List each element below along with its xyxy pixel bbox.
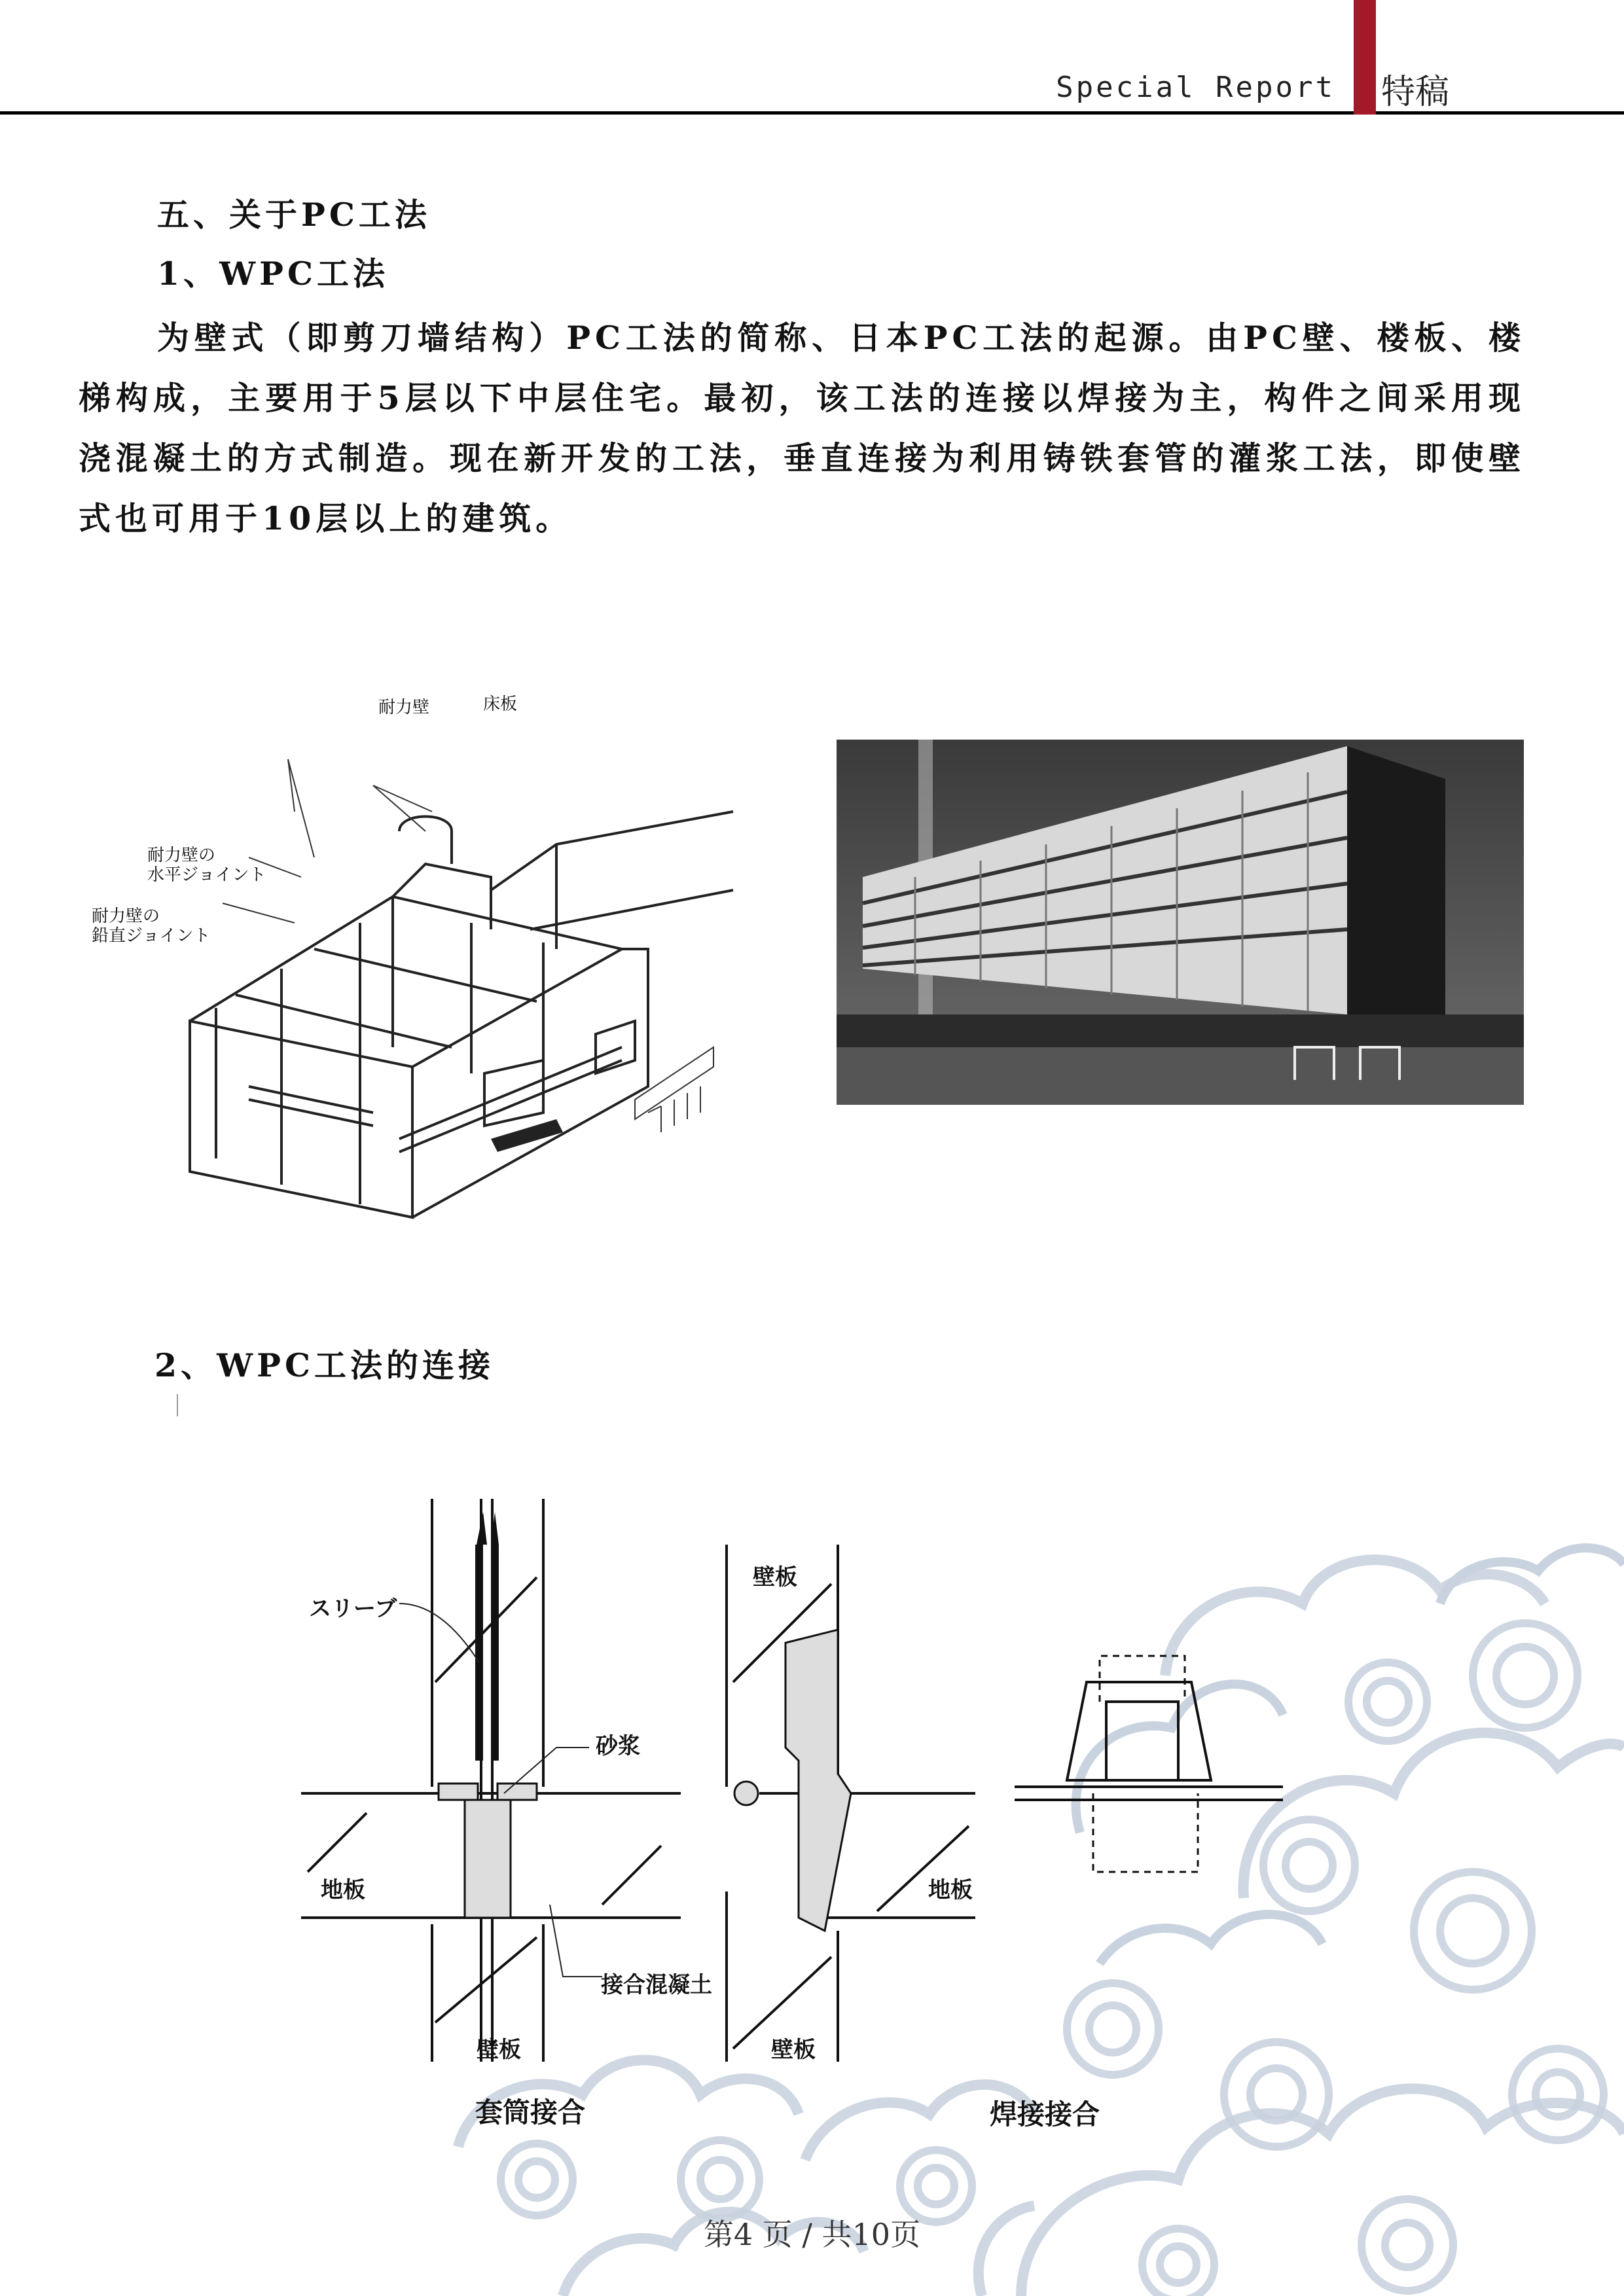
fig2-label-floor-mid: 地板 (928, 1877, 973, 1903)
subsection-title-1: 1、WPC工法 (157, 255, 389, 293)
fig2-caption-weld-joint: 焊接接合 (990, 2098, 1100, 2130)
subsection-title-2: 2、WPC工法的连接 (154, 1346, 494, 1384)
page-number: 第4 页 / 共10页 (703, 2217, 921, 2252)
body-paragraph: 为壁式（即剪刀墙结构）PC工法的简称、日本PC工法的起源。由PC壁、楼板、楼梯构成，主要用于5层以下中层住宅。最初，该工法的连接以焊接为主，构件之间采用现浇混凝土的方式制造。现在新开发的工法，垂直连接为利用铸铁套管的灌浆工法，即使壁式也可用于10层以上的建筑。 (79, 319, 1525, 537)
connection-detail-drawing (288, 1486, 1309, 2075)
header-label-cn: 特稿 (1381, 73, 1450, 112)
fig2-label-floor-left: 地板 (321, 1877, 365, 1903)
section-title: 五、关于PC工法 (157, 196, 431, 234)
fig2-label-wall-mid-top: 壁板 (753, 1564, 797, 1590)
fig2-caption-sleeve-joint: 套筒接合 (475, 2096, 586, 2128)
margin-mark (177, 1394, 178, 1416)
fig1-label-v-joint: 耐力壁の 鉛直ジョイント (92, 906, 211, 946)
fig1-label-wall: 耐力壁 (378, 698, 430, 717)
header-rule (0, 111, 1624, 115)
fig2-label-sleeve: スリーブ (309, 1596, 397, 1622)
building-photo (837, 740, 1524, 1105)
fig2-label-wall-mid-bottom: 壁板 (771, 2037, 816, 2063)
fig1-label-h-joint: 耐力壁の 水平ジョイント (147, 846, 266, 885)
wpc-structure-drawing (85, 681, 753, 1224)
fig1-label-floor: 床板 (483, 694, 518, 714)
header-accent-bar (1354, 0, 1376, 115)
header-label: Special Report (1056, 71, 1335, 104)
fig2-label-mortar: 砂浆 (596, 1733, 640, 1759)
fig2-label-wall-left: 壁板 (477, 2037, 521, 2063)
fig2-label-concrete: 接合混凝土 (601, 1972, 712, 1998)
